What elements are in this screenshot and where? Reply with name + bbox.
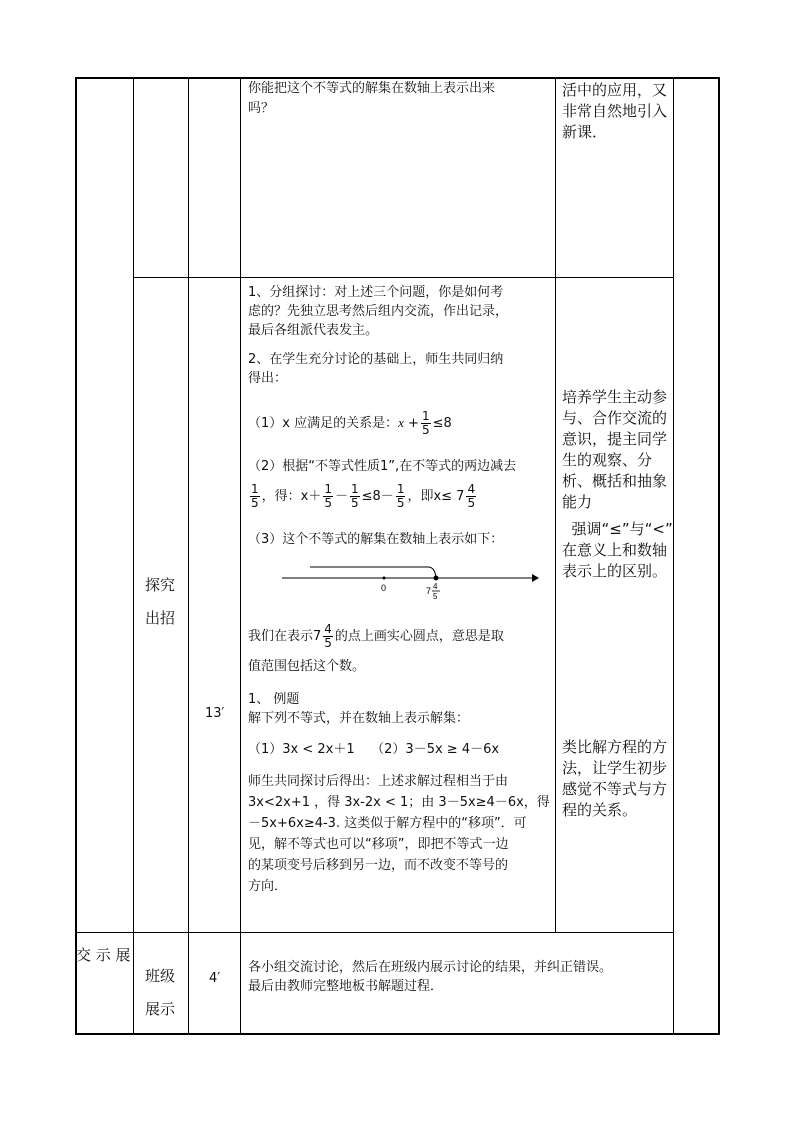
q2-frac-c-den: 5 [351, 496, 359, 510]
q1-tail: ≤8 [432, 416, 452, 431]
row2-note3-line4: 程的关系。 [562, 801, 638, 819]
row3-time: 4′ [209, 971, 221, 986]
row2-note2-line2: 在意义上和数轴 [562, 541, 668, 559]
row3-content-line1: 各小组交流讨论，然后在班级内展示讨论的结果，并纠正错误。 [248, 960, 613, 975]
row2-p2-line2: 得出： [248, 371, 288, 386]
table-bottom-border [75, 1033, 720, 1035]
row2-q1 [248, 408, 452, 439]
row3-stage-line1: 班级 [145, 967, 176, 985]
row3-section-label: 交 示 展 [76, 946, 131, 964]
row2-note1-line1: 培养学生主动参 [562, 388, 668, 406]
row2-p4-line5: 的某项变号后移到另一边，而不改变不等号的 [248, 858, 509, 873]
q2-frac-b-den: 5 [324, 496, 332, 510]
axis-point-int: 7 [426, 586, 432, 596]
row2-note1-line6: 能力 [562, 493, 593, 511]
row1-note-line1: 活中的应用，又 [562, 81, 668, 99]
q2-frac-a-num: 1 [251, 482, 259, 496]
q2-text2: ≤8－ [361, 489, 394, 504]
row2-note3-line1: 类比解方程的方 [562, 738, 668, 756]
q2-frac-b-num: 1 [324, 482, 332, 496]
q1-var-x: x [398, 415, 404, 430]
q2-frac-c-num: 1 [351, 482, 359, 496]
row2-note2-line1: 强调“≤”与“<” [562, 520, 673, 538]
row2-p4-line2: 3x<2x+1 ，得 3x-2x < 1；由 3－5x≥4－6x，得 [248, 795, 550, 810]
q2-frac-d [396, 483, 406, 510]
p3-prefix: 我们在表示7 [248, 629, 322, 644]
row2-q2-line2 [248, 480, 478, 514]
row2-note3-line3: 感觉不等式与方 [562, 780, 668, 798]
p3-frac-den: 5 [324, 636, 332, 650]
p3-suffix: 的点上画实心圆点，意思是取 [334, 629, 504, 644]
p3-fraction [323, 623, 333, 650]
row-separator-1 [133, 277, 673, 278]
row2-q3: （3）这个不等式的解集在数轴上表示如下： [248, 532, 504, 547]
col-line-4 [555, 77, 556, 932]
q2-frac-d-den: 5 [396, 496, 405, 510]
row-separator-2 [75, 932, 673, 933]
row2-p4-line1: 师生共同探讨后得出：上述求解过程相当于由 [248, 774, 509, 789]
q2-frac-e-num: 4 [467, 482, 476, 496]
table-left-border [75, 77, 77, 1035]
row2-q2-line1: （2）根据“不等式性质1”,在不等式的两边减去 [248, 459, 517, 474]
row2-p1-line3: 最后各组派代表发主。 [248, 323, 379, 338]
q1-prefix: （1）x 应满足的关系是： [248, 416, 399, 431]
q1-frac-num: 1 [421, 409, 430, 423]
col-line-2 [188, 77, 189, 1033]
row2-ex-line: 解下列不等式，并在数轴上表示解集： [248, 711, 470, 726]
col-line-3 [240, 77, 241, 1033]
q1-frac-den: 5 [421, 423, 430, 437]
row3-content-line2: 最后由教师完整地板书解题过程． [248, 979, 444, 994]
row2-p3-line2: 值范围包括这个数。 [248, 659, 366, 674]
row2-p1-line1: 1、分组探讨：对上述三个问题，你是如何考 [248, 285, 504, 300]
q2-frac-a [250, 483, 260, 510]
row2-ex-eq: （1）3x < 2x＋1 （2）3－5x ≥ 4－6x [248, 742, 500, 757]
q2-frac-d-num: 1 [396, 482, 405, 496]
number-line-figure [280, 560, 542, 604]
col-line-5 [673, 77, 674, 1033]
row2-note1-line2: 与、合作交流的 [562, 409, 668, 427]
row2-p4-line6: 方向． [248, 879, 288, 894]
row2-note1-line3: 意识，提主同学 [562, 430, 668, 448]
row2-note2-line3: 表示上的区别。 [562, 562, 668, 580]
row1-content-line2: 吗？ [248, 101, 275, 116]
row2-stage-line1: 探究 [145, 576, 176, 594]
row2-p4-line4: 见，解不等式也可以“移项”，即把不等式一边 [248, 837, 509, 852]
axis-point-den: 5 [433, 592, 438, 601]
row2-note3-line2: 法，让学生初步 [562, 759, 668, 777]
q2-frac-a-den: 5 [251, 496, 259, 510]
axis-point-num: 4 [433, 582, 438, 591]
row2-p3-line1 [248, 620, 504, 654]
q2-text3: ，即x≤ 7 [407, 489, 465, 504]
row1-note-line2: 非常自然地引入 [562, 102, 668, 120]
row1-note-line3: 新课． [562, 123, 608, 141]
row2-time: 13′ [205, 706, 225, 721]
row2-note1-line4: 生的观察、分 [562, 451, 653, 469]
row2-p1-line2: 虑的？先独立思考然后组内交流，作出记录， [248, 304, 509, 319]
row2-p2-line1: 2、在学生充分讨论的基础上，师生共同归纳 [248, 352, 504, 367]
table-right-border [718, 77, 720, 1035]
row2-p4-line3: －5x+6x≥4-3. 这类似于解方程中的“移项”．可 [248, 816, 527, 831]
number-line-arrow [532, 574, 539, 582]
row2-ex-title: 1、 例题 [248, 692, 300, 707]
solid-point [434, 576, 439, 581]
q2-frac-b [323, 483, 333, 510]
q1-fraction [421, 410, 431, 437]
row2-note1-line5: 析、概括和抽象 [562, 472, 668, 490]
row3-stage-line2: 展示 [145, 1000, 176, 1018]
p3-frac-num: 4 [324, 622, 332, 636]
col-line-1 [133, 77, 134, 932]
q2-frac-e-den: 5 [467, 496, 476, 510]
col-line-1b [133, 933, 134, 1033]
row1-content-line1: 你能把这个不等式的解集在数轴上表示出来 [248, 81, 496, 96]
zero-tick [383, 577, 386, 580]
q2-frac-c [350, 483, 360, 510]
q2-text1: ，得：x＋ [261, 489, 322, 504]
row2-stage-line2: 出招 [145, 609, 176, 627]
axis-zero-label: 0 [381, 583, 387, 593]
q2-minus1: － [334, 489, 348, 504]
q2-frac-e [466, 483, 476, 510]
q1-plus: + [408, 416, 419, 431]
